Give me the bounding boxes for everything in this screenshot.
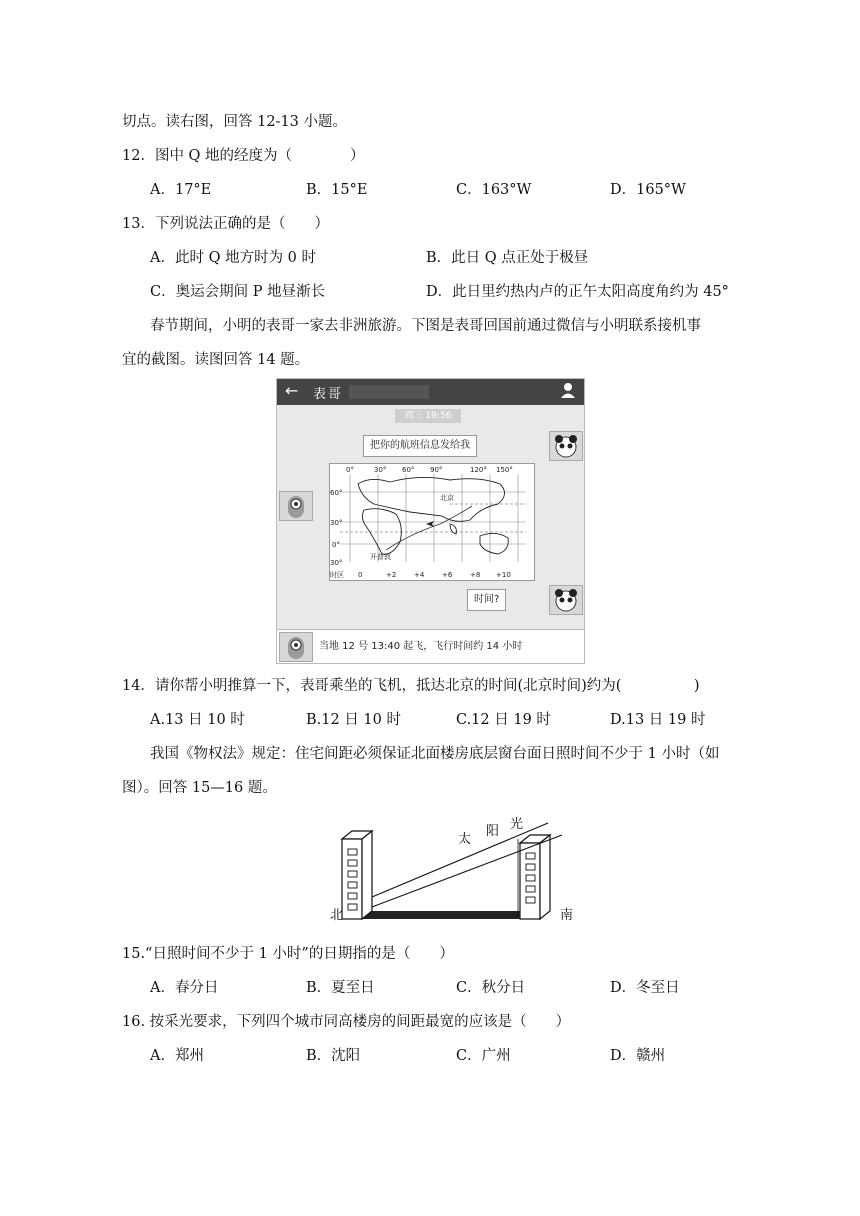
minion-avatar-icon <box>279 632 313 662</box>
q13-option-c: C．奥运会期间 P 地昼渐长 <box>150 284 326 300</box>
chat-message-flight-request: 把你的航班信息发给我 <box>363 435 477 457</box>
map-lat-label: 30° <box>330 519 343 527</box>
q16-option-c: C．广州 <box>456 1048 511 1064</box>
label-sun-char: 太 <box>458 832 472 847</box>
q16-option-b: B．沈阳 <box>306 1048 361 1064</box>
chat-reply-text: 当地 12 号 13:40 起飞，飞行时间约 14 小时 <box>319 641 523 652</box>
q13-stem: 13．下列说法正确的是（ ） <box>122 216 329 232</box>
intro-text: 切点。读右图，回答 12-13 小题。 <box>122 114 348 130</box>
chat-contact-name: 表哥 <box>313 387 344 402</box>
q12-option-b: B．15°E <box>306 182 368 198</box>
map-timezone: +6 <box>442 571 453 579</box>
map-timezone: +8 <box>470 571 481 579</box>
map-lon-label: 60° <box>402 466 415 474</box>
label-north: 北 <box>330 908 344 923</box>
q15-option-a: A．春分日 <box>150 980 219 996</box>
q14-option-a: A.13 日 10 时 <box>150 712 245 728</box>
chat-reply-bar <box>277 629 584 664</box>
label-south: 南 <box>560 908 574 923</box>
intro-paragraph-2-line2: 宜的截图。读图回答 14 题。 <box>122 352 310 368</box>
q14-option-c: C.12 日 19 时 <box>456 712 551 728</box>
q14-option-d: D.13 日 19 时 <box>610 712 706 728</box>
q12-option-c: C．163°W <box>456 182 532 198</box>
q12-option-d: D．165°W <box>610 182 686 198</box>
q15-stem: 15.“日照时间不少于 1 小时”的日期指的是（ ） <box>122 946 454 962</box>
map-lon-label: 90° <box>430 466 443 474</box>
label-sun-char: 阳 <box>486 824 500 839</box>
q16-stem: 16. 按采光要求，下列四个城市同高楼房的间距最宽的应该是（ ） <box>122 1014 571 1030</box>
intro-paragraph-3-line2: 图）。回答 15—16 题。 <box>122 780 277 796</box>
intro-paragraph-2-line1: 春节期间，小明的表哥一家去非洲旅游。下图是表哥回国前通过微信与小明联系接机事 <box>150 318 701 334</box>
map-timezone-label: 时区 <box>330 571 344 579</box>
q12-option-a: A．17°E <box>150 182 212 198</box>
map-timezone: +10 <box>496 571 511 579</box>
panda-avatar-icon <box>549 431 583 461</box>
label-sun-char: 光 <box>510 817 524 832</box>
q15-option-b: B．夏至日 <box>306 980 375 996</box>
chat-timestamp: 周三 19:56 <box>395 409 461 423</box>
map-city-kaipu: 开普敦 <box>370 553 391 561</box>
map-city-beijing: 北京 <box>440 494 454 502</box>
chat-message-time-question: 时间? <box>467 589 506 611</box>
sunlight-spacing-figure <box>330 813 580 923</box>
back-arrow-icon: ← <box>285 381 299 400</box>
flight-map <box>329 463 535 581</box>
minion-avatar-icon <box>279 491 313 521</box>
q13-option-a: A．此时 Q 地方时为 0 时 <box>150 250 317 266</box>
q13-option-d: D．此日里约热内卢的正午太阳高度角约为 45° <box>426 284 729 300</box>
map-timezone: +2 <box>386 571 397 579</box>
map-lat-label: 60° <box>330 489 343 497</box>
intro-paragraph-3-line1: 我国《物权法》规定：住宅间距必须保证北面楼房底层窗台面日照时间不少于 1 小时（如 <box>150 746 720 762</box>
panda-avatar-icon <box>549 585 583 615</box>
q16-option-d: D．赣州 <box>610 1048 666 1064</box>
chat-header <box>277 379 584 405</box>
redacted-block <box>349 385 429 399</box>
wechat-screenshot <box>276 378 585 664</box>
map-lon-label: 120° <box>470 466 487 474</box>
map-lon-label: 0° <box>346 466 354 474</box>
q14-option-b: B.12 日 10 时 <box>306 712 401 728</box>
map-lon-label: 30° <box>374 466 387 474</box>
q15-option-c: C．秋分日 <box>456 980 526 996</box>
user-icon <box>560 382 576 402</box>
map-lat-label: 30° <box>330 559 343 567</box>
q16-option-a: A．郑州 <box>150 1048 204 1064</box>
q12-stem: 12．图中 Q 地的经度为（ ） <box>122 148 365 164</box>
map-timezone: +4 <box>414 571 425 579</box>
map-timezone: 0 <box>358 571 363 579</box>
q15-option-d: D．冬至日 <box>610 980 680 996</box>
map-lat-label: 0° <box>332 541 340 549</box>
map-lon-label: 150° <box>496 466 513 474</box>
q13-option-b: B．此日 Q 点正处于极昼 <box>426 250 589 266</box>
q14-stem: 14．请你帮小明推算一下，表哥乘坐的飞机，抵达北京的时间(北京时间)约为( ) <box>122 678 700 694</box>
